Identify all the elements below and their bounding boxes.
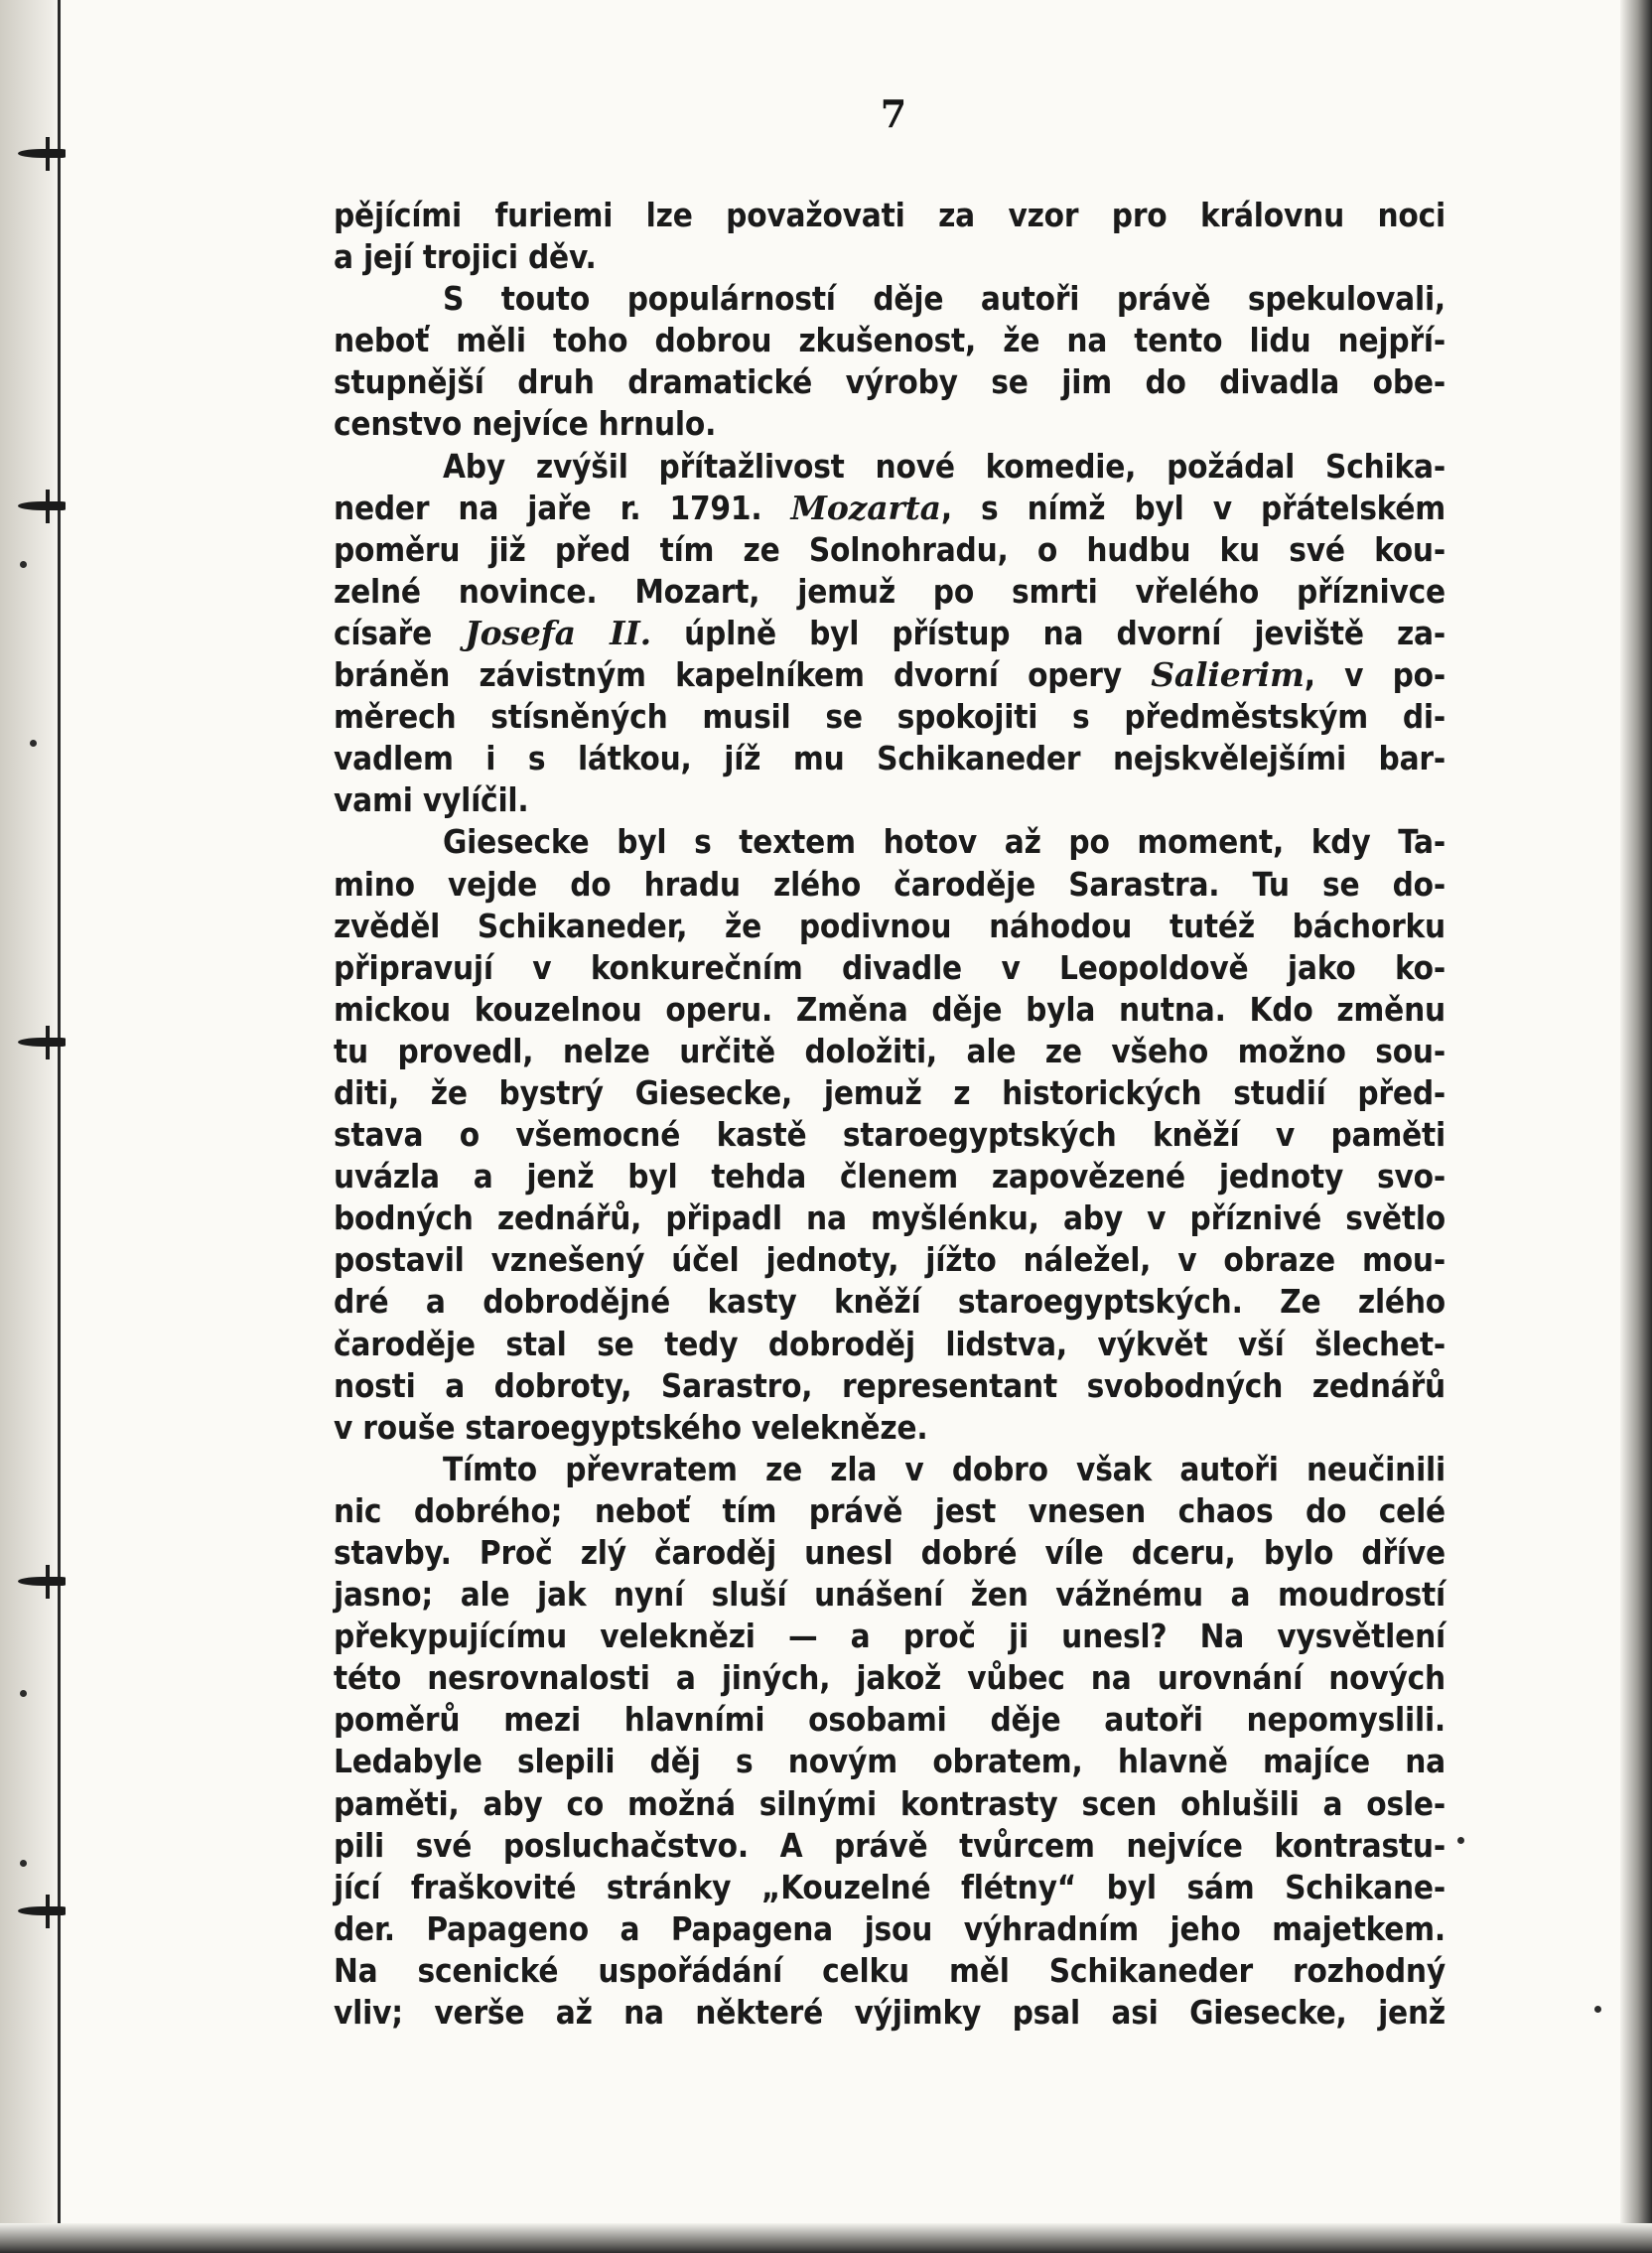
- scan-tick-mark: [18, 1038, 66, 1047]
- text-line: bodných zednářů, připadl na myšlénku, aby v příznivé světlo: [334, 1198, 1446, 1238]
- text-line: stava o všemocné kastě staroegyptských kněží v paměti: [334, 1115, 1446, 1155]
- text-line: císaře Josefa II. úplně byl přístup na dvorní jeviště za-: [334, 613, 1446, 652]
- scan-tick-mark: [18, 1577, 66, 1586]
- text-line: dré a dobrodějné kasty kněží staroegyptských. Ze zlého: [334, 1282, 1446, 1322]
- text-line: čaroděje stal se tedy dobroděj lidstva, výkvět vší šlechet-: [334, 1324, 1446, 1363]
- text-line: jasno; ale jak nyní sluší unášení žen vážnému a moudrostí: [334, 1575, 1446, 1615]
- text-line: mickou kouzelnou operu. Změna děje byla nutna. Kdo změnu: [334, 989, 1446, 1029]
- page-number: 7: [880, 91, 907, 136]
- text-line: poměru již před tím ze Solnohradu, o hudbu ku své kou-: [334, 529, 1446, 569]
- text-line: vadlem i s látkou, jíž mu Schikaneder nejskvělejšími bar-: [334, 739, 1446, 778]
- text-line: der. Papageno a Papagena jsou výhradním jeho majetkem.: [334, 1908, 1446, 1948]
- text-line: S touto populárností děje autoři právě spekulovali,: [443, 279, 1446, 319]
- text-line: paměti, aby co možná silnými kontrasty scen ohlušili a osle-: [334, 1783, 1446, 1823]
- text-line: censtvo nejvíce hrnulo.: [334, 404, 717, 444]
- text-line: mino vejde do hradu zlého čaroděje Sarastra. Tu se do-: [334, 864, 1446, 904]
- text-line: Na scenické uspořádání celku měl Schikaneder rozhodný: [334, 1950, 1446, 1990]
- scan-tick-mark: [18, 149, 66, 158]
- text-line: a její trojici děv.: [334, 237, 597, 277]
- text-line: nic dobrého; neboť tím právě jest vnesen chaos do celé: [334, 1490, 1446, 1530]
- text-line: uvázla a jenž byl tehda členem zapovězené jednoty svo-: [334, 1157, 1446, 1197]
- scan-speck: [20, 1690, 27, 1697]
- text-line: neder na jaře r. 1791. Mozarta, s nímž byl v přátelském: [334, 488, 1446, 527]
- body-text: [334, 195, 1446, 2034]
- text-line: připravují v konkurečním divadle v Leopoldově jako ko-: [334, 947, 1446, 987]
- text-line: pějícími furiemi lze považovati za vzor pro královnu noci: [334, 196, 1446, 234]
- scan-speck: [1594, 2006, 1601, 2013]
- text-line: této nesrovnalosti a jiných, jakož vůbec na urovnání nových: [334, 1658, 1446, 1698]
- text-line: pili své posluchačstvo. A právě tvůrcem nejvíce kontrastu-: [334, 1825, 1446, 1865]
- text-line: diti, že bystrý Giesecke, jemuž z historických studií před-: [334, 1072, 1446, 1112]
- scan-bottom-edge: [0, 2223, 1652, 2253]
- text-line: bráněn závistným kapelníkem dvorní opery Salierim, v po-: [334, 655, 1446, 695]
- text-line: v rouše staroegyptského velekněze.: [334, 1407, 928, 1447]
- text-line: poměrů mezi hlavními osobami děje autoři nepomyslili.: [334, 1700, 1446, 1740]
- text-line: vliv; verše až na některé výjimky psal asi Giesecke, jenž: [334, 1993, 1446, 2033]
- text-line: měrech stísněných musil se spokojiti s předměstským di-: [334, 697, 1446, 737]
- text-line: zelné novince. Mozart, jemuž po smrti vřelého příznivce: [334, 571, 1446, 611]
- text-line: neboť měli toho dobrou zkušenost, že na tento lidu nejpří-: [334, 321, 1446, 360]
- text-line: Tímto převratem ze zla v dobro však autoři neučinili: [443, 1449, 1446, 1488]
- scan-tick-mark: [18, 501, 66, 510]
- text-line: zvěděl Schikaneder, že podivnou náhodou tutéž báchorku: [334, 906, 1446, 945]
- text-line: jící fraškovité stránky „Kouzelné flétny“ byl sám Schikane-: [334, 1867, 1446, 1906]
- text-line: Giesecke byl s textem hotov až po moment, kdy Ta-: [443, 822, 1446, 862]
- text-line: postavil vznešený účel jednoty, jížto náležel, v obraze mou-: [334, 1240, 1446, 1280]
- text-line: stupnější druh dramatické výroby se jim do divadla obe-: [334, 362, 1446, 402]
- text-line: vami vylíčil.: [334, 780, 529, 820]
- scan-right-edge: [1620, 0, 1652, 2253]
- text-line: Aby zvýšil přítažlivost nové komedie, požádal Schika-: [443, 446, 1446, 486]
- text-line: překypujícímu veleknězi — a proč ji unesl? Na vysvětlení: [334, 1617, 1446, 1656]
- scan-speck: [20, 1860, 27, 1867]
- scan-tick-mark: [18, 1906, 66, 1915]
- text-line: Ledabyle slepili děj s novým obratem, hlavně majíce na: [334, 1742, 1446, 1781]
- scan-speck: [1457, 1837, 1464, 1844]
- text-line: stavby. Proč zlý čaroděj unesl dobré víle dceru, bylo dříve: [334, 1533, 1446, 1572]
- scan-speck: [20, 561, 27, 568]
- scan-speck: [30, 740, 37, 747]
- text-line: nosti a dobroty, Sarastro, representant svobodných zednářů: [334, 1365, 1446, 1405]
- text-line: tu provedl, nelze určitě doložiti, ale ze všeho možno sou-: [334, 1031, 1446, 1070]
